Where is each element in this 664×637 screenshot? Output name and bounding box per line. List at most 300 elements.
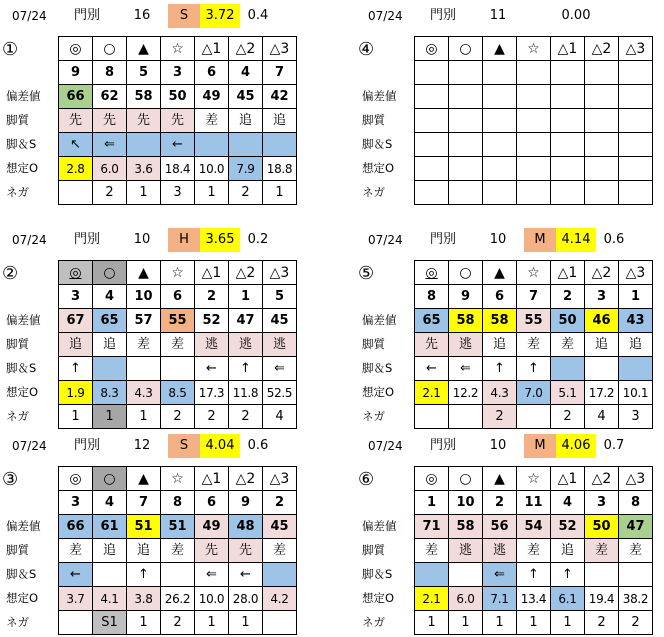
negative-cell (517, 405, 551, 429)
race-venue: 門別 (430, 8, 457, 23)
running-style-cell: 逃 (449, 333, 483, 357)
race-venue: 門別 (74, 8, 101, 23)
row-label-pace: 脚＆S (362, 137, 393, 151)
mark-row (415, 467, 653, 491)
running-style-cell: 追 (127, 539, 161, 563)
row-label-pace: 脚＆S (6, 137, 37, 151)
race-grade: S (168, 434, 200, 458)
mark-cell: △2 (229, 467, 263, 491)
deviation-cell: 66 (59, 515, 93, 539)
pace-cell: ↑ (517, 563, 551, 587)
pace-cell (195, 133, 229, 157)
estimated-odds-cell: 3.8 (127, 587, 161, 611)
negative-cell: 1 (195, 611, 229, 635)
row-label-running-style: 脚質 (6, 337, 29, 351)
row-label-pace: 脚＆S (6, 361, 37, 375)
deviation-cell: 65 (415, 309, 449, 333)
running-style-cell: 先 (195, 539, 229, 563)
horse-number-cell: 6 (161, 285, 195, 309)
pace-cell: ⇐ (195, 563, 229, 587)
row-label-negative: ネガ (362, 185, 385, 199)
estimated-odds-cell (585, 157, 619, 181)
pace-cell (127, 357, 161, 381)
estimated-odds-cell (449, 157, 483, 181)
row-label-deviation: 偏差値 (362, 519, 397, 533)
estimated-odds-cell: 3.7 (59, 587, 93, 611)
negative-cell (449, 405, 483, 429)
horse-number-cell: 8 (161, 491, 195, 515)
runner-count: 16 (133, 8, 151, 23)
horse-number-cell: 2 (483, 491, 517, 515)
horse-number-cell: 6 (195, 491, 229, 515)
row-label-pace: 脚＆S (362, 361, 393, 375)
pace-cell: ↖ (59, 133, 93, 157)
negative-cell (59, 181, 93, 205)
mark-cell: ▲ (127, 467, 161, 491)
negative-cell (59, 611, 93, 635)
running-style-cell: 追 (619, 333, 653, 357)
horse-number-cell: 9 (59, 61, 93, 85)
pace-cell (415, 563, 449, 587)
race-number: ② (2, 263, 19, 284)
pace-cell: ← (59, 563, 93, 587)
running-style-cell: 逃 (195, 333, 229, 357)
race-date: 07/24 (12, 9, 47, 23)
mark-cell: ○ (93, 467, 127, 491)
negative-cell: 1 (195, 181, 229, 205)
horse-number-cell (517, 61, 551, 85)
negative-cell: 1 (229, 611, 263, 635)
race-date: 07/24 (368, 9, 403, 23)
running-style-row (59, 333, 297, 357)
negative-cell: 4 (263, 405, 297, 429)
running-style-cell (517, 109, 551, 133)
negative-row (59, 181, 297, 205)
runner-count: 12 (133, 438, 151, 453)
running-style-cell (551, 109, 585, 133)
estimated-odds-cell: 4.3 (483, 381, 517, 405)
estimated-odds-cell: 1.9 (59, 381, 93, 405)
score-diff: 0.2 (247, 232, 269, 247)
estimated-odds-cell: 4.3 (127, 381, 161, 405)
horse-number-cell: 10 (127, 285, 161, 309)
mark-cell: △2 (585, 37, 619, 61)
race-header (0, 4, 300, 28)
running-style-cell: 追 (93, 333, 127, 357)
row-label-estimated-odds: 想定O (362, 385, 395, 399)
running-style-cell: 差 (619, 539, 653, 563)
estimated-odds-cell: 6.0 (93, 157, 127, 181)
horse-number-cell: 3 (59, 285, 93, 309)
negative-cell: 1 (449, 611, 483, 635)
estimated-odds-cell: 19.4 (585, 587, 619, 611)
pace-cell (127, 133, 161, 157)
running-style-cell (415, 109, 449, 133)
horse-number-cell: 4 (93, 285, 127, 309)
race-header (0, 434, 300, 458)
deviation-cell (449, 85, 483, 109)
pace-cell: ↑ (483, 357, 517, 381)
row-label-running-style: 脚質 (362, 337, 385, 351)
pace-cell (619, 357, 653, 381)
running-style-cell: 差 (551, 333, 585, 357)
mark-cell: △3 (619, 261, 653, 285)
negative-cell (517, 181, 551, 205)
race-score: 4.14 (556, 228, 596, 252)
deviation-cell: 58 (127, 85, 161, 109)
negative-cell (449, 181, 483, 205)
deviation-cell (585, 85, 619, 109)
horse-number-cell: 6 (195, 61, 229, 85)
row-label-estimated-odds: 想定O (6, 385, 39, 399)
negative-cell: 1 (93, 405, 127, 429)
pace-cell (551, 357, 585, 381)
pace-cell: ↑ (229, 357, 263, 381)
deviation-cell: 47 (619, 515, 653, 539)
race-grade: S (168, 4, 200, 28)
negative-cell: 2 (229, 405, 263, 429)
row-label-deviation: 偏差値 (6, 519, 41, 533)
estimated-odds-row (59, 157, 297, 181)
deviation-cell: 71 (415, 515, 449, 539)
horse-number-row (415, 61, 653, 85)
score-diff: 0.6 (247, 438, 269, 453)
running-style-cell (483, 109, 517, 133)
negative-cell: 1 (483, 611, 517, 635)
negative-cell (619, 181, 653, 205)
negative-cell: 2 (585, 611, 619, 635)
mark-cell: △1 (195, 37, 229, 61)
estimated-odds-cell: 11.8 (229, 381, 263, 405)
mark-cell: ◎ (59, 37, 93, 61)
deviation-cell: 50 (551, 309, 585, 333)
estimated-odds-row (415, 381, 653, 405)
pace-cell (229, 133, 263, 157)
running-style-row (59, 539, 297, 563)
mark-cell: ○ (449, 261, 483, 285)
deviation-cell: 55 (161, 309, 195, 333)
running-style-cell: 差 (415, 539, 449, 563)
deviation-cell: 56 (483, 515, 517, 539)
horse-number-cell: 6 (483, 285, 517, 309)
race-panel (356, 228, 664, 428)
pace-cell: ← (415, 357, 449, 381)
deviation-cell (415, 85, 449, 109)
mark-cell: ▲ (483, 467, 517, 491)
row-label-deviation: 偏差値 (6, 313, 41, 327)
running-style-cell: 差 (59, 539, 93, 563)
horse-number-row (59, 61, 297, 85)
race-panel (0, 228, 310, 428)
prediction-table (414, 466, 653, 635)
horse-number-row (59, 491, 297, 515)
deviation-cell: 51 (127, 515, 161, 539)
running-style-cell (619, 109, 653, 133)
horse-number-cell (619, 61, 653, 85)
estimated-odds-cell: 38.2 (619, 587, 653, 611)
row-label-negative: ネガ (362, 409, 385, 423)
horse-number-cell: 4 (229, 61, 263, 85)
race-number: ④ (358, 39, 375, 60)
mark-cell: △3 (263, 37, 297, 61)
running-style-cell: 追 (483, 333, 517, 357)
score-diff (600, 4, 628, 28)
running-style-cell: 追 (585, 333, 619, 357)
mark-cell: △3 (263, 261, 297, 285)
running-style-row (415, 333, 653, 357)
row-label-deviation: 偏差値 (362, 89, 397, 103)
deviation-cell: 45 (229, 85, 263, 109)
estimated-odds-cell: 5.1 (551, 381, 585, 405)
running-style-cell: 追 (551, 539, 585, 563)
negative-cell: 1 (127, 405, 161, 429)
negative-cell (585, 181, 619, 205)
race-date: 07/24 (12, 439, 47, 453)
horse-number-cell: 7 (263, 61, 297, 85)
horse-number-cell: 10 (449, 491, 483, 515)
estimated-odds-cell: 4.1 (93, 587, 127, 611)
race-score: 3.65 (200, 228, 240, 252)
mark-row (59, 467, 297, 491)
row-label-running-style: 脚質 (362, 543, 385, 557)
horse-number-cell: 7 (517, 285, 551, 309)
negative-cell: 1 (127, 181, 161, 205)
pace-cell (263, 563, 297, 587)
estimated-odds-cell: 6.0 (449, 587, 483, 611)
mark-row (415, 261, 653, 285)
pace-cell (585, 357, 619, 381)
estimated-odds-cell: 26.2 (161, 587, 195, 611)
race-score: 3.72 (200, 4, 240, 28)
mark-cell: ☆ (161, 37, 195, 61)
estimated-odds-cell: 13.4 (517, 587, 551, 611)
mark-cell: ☆ (517, 261, 551, 285)
horse-number-cell: 4 (551, 491, 585, 515)
pace-cell (161, 357, 195, 381)
deviation-cell: 45 (263, 309, 297, 333)
deviation-row (415, 309, 653, 333)
mark-cell: ▲ (483, 261, 517, 285)
deviation-cell: 67 (59, 309, 93, 333)
prediction-table (414, 36, 653, 205)
score-diff: 0.4 (247, 8, 269, 23)
negative-cell (415, 405, 449, 429)
pace-row (59, 133, 297, 157)
race-header (356, 434, 656, 458)
deviation-cell: 58 (483, 309, 517, 333)
race-number: ① (2, 39, 19, 60)
deviation-cell: 58 (449, 309, 483, 333)
race-panel (356, 4, 664, 204)
runner-count: 10 (489, 438, 507, 453)
estimated-odds-cell: 10.0 (195, 587, 229, 611)
running-style-cell: 先 (415, 333, 449, 357)
estimated-odds-cell (551, 157, 585, 181)
estimated-odds-cell (517, 157, 551, 181)
race-grade: H (168, 228, 200, 252)
race-panel (356, 434, 664, 634)
row-label-negative: ネガ (6, 185, 29, 199)
horse-number-row (59, 285, 297, 309)
horse-number-cell: 3 (585, 491, 619, 515)
deviation-cell: 62 (93, 85, 127, 109)
pace-cell (93, 357, 127, 381)
row-label-estimated-odds: 想定O (362, 161, 395, 175)
row-label-deviation: 偏差値 (6, 89, 41, 103)
pace-cell: ← (229, 563, 263, 587)
mark-cell: △1 (195, 467, 229, 491)
estimated-odds-cell: 28.0 (229, 587, 263, 611)
pace-cell: ↑ (127, 563, 161, 587)
race-grade (524, 4, 556, 28)
mark-cell: ☆ (161, 467, 195, 491)
horse-number-cell: 9 (229, 491, 263, 515)
pace-cell (585, 563, 619, 587)
deviation-row (415, 85, 653, 109)
mark-cell: △2 (585, 467, 619, 491)
race-venue: 門別 (74, 232, 101, 247)
row-label-pace: 脚＆S (6, 567, 37, 581)
row-label-running-style: 脚質 (6, 113, 29, 127)
mark-row (59, 261, 297, 285)
horse-number-cell: 8 (93, 61, 127, 85)
running-style-cell: 先 (161, 109, 195, 133)
estimated-odds-cell: 10.0 (195, 157, 229, 181)
mark-cell: ▲ (127, 261, 161, 285)
negative-cell: 1 (517, 611, 551, 635)
negative-cell (415, 181, 449, 205)
prediction-table (58, 466, 297, 635)
mark-cell: △2 (229, 37, 263, 61)
negative-cell: 2 (195, 405, 229, 429)
row-label-running-style: 脚質 (6, 543, 29, 557)
running-style-cell: 差 (195, 109, 229, 133)
running-style-cell: 先 (229, 539, 263, 563)
race-number: ③ (2, 469, 19, 490)
prediction-table (414, 260, 653, 429)
pace-cell: ⇐ (483, 563, 517, 587)
row-label-running-style: 脚質 (362, 113, 385, 127)
race-grade: M (524, 228, 556, 252)
row-label-pace: 脚＆S (362, 567, 393, 581)
mark-cell: △1 (551, 467, 585, 491)
pace-row (59, 357, 297, 381)
running-style-cell: 差 (517, 539, 551, 563)
estimated-odds-cell: 18.8 (263, 157, 297, 181)
pace-cell (449, 563, 483, 587)
pace-cell (483, 133, 517, 157)
row-label-estimated-odds: 想定O (362, 591, 395, 605)
pace-cell: ⇐ (93, 133, 127, 157)
deviation-cell: 50 (161, 85, 195, 109)
estimated-odds-row (59, 587, 297, 611)
deviation-cell (483, 85, 517, 109)
pace-cell: ⇐ (263, 357, 297, 381)
horse-number-cell: 3 (59, 491, 93, 515)
mark-cell: △1 (195, 261, 229, 285)
mark-cell: △3 (263, 467, 297, 491)
mark-cell: ☆ (517, 467, 551, 491)
race-number: ⑤ (358, 263, 375, 284)
estimated-odds-cell: 12.2 (449, 381, 483, 405)
estimated-odds-cell: 7.9 (229, 157, 263, 181)
estimated-odds-cell: 52.5 (263, 381, 297, 405)
negative-cell: 1 (59, 405, 93, 429)
pace-cell: ↑ (517, 357, 551, 381)
pace-row (415, 357, 653, 381)
horse-number-cell: 5 (127, 61, 161, 85)
running-style-cell: 差 (161, 539, 195, 563)
race-date: 07/24 (368, 439, 403, 453)
negative-cell: 3 (161, 181, 195, 205)
runner-count: 10 (133, 232, 151, 247)
race-grade: M (524, 434, 556, 458)
mark-cell: △1 (551, 37, 585, 61)
running-style-cell: 差 (517, 333, 551, 357)
horse-number-cell: 2 (263, 491, 297, 515)
estimated-odds-cell: 17.2 (585, 381, 619, 405)
pace-cell (619, 563, 653, 587)
horse-number-cell (585, 61, 619, 85)
negative-cell: 2 (229, 181, 263, 205)
pace-cell (517, 133, 551, 157)
horse-number-cell: 11 (517, 491, 551, 515)
running-style-cell: 先 (93, 109, 127, 133)
mark-cell: ○ (93, 261, 127, 285)
estimated-odds-cell (619, 157, 653, 181)
negative-cell: 1 (127, 611, 161, 635)
race-date: 07/24 (368, 233, 403, 247)
pace-cell (263, 133, 297, 157)
mark-cell: ○ (93, 37, 127, 61)
mark-cell: ◎ (415, 467, 449, 491)
race-panel (0, 4, 310, 204)
negative-cell: 1 (551, 611, 585, 635)
race-venue: 門別 (430, 232, 457, 247)
row-label-estimated-odds: 想定O (6, 591, 39, 605)
running-style-cell: 追 (229, 109, 263, 133)
deviation-row (59, 309, 297, 333)
mark-cell: ☆ (161, 261, 195, 285)
running-style-cell: 差 (585, 539, 619, 563)
pace-cell: ⇐ (449, 357, 483, 381)
deviation-cell: 54 (517, 515, 551, 539)
deviation-cell: 49 (195, 85, 229, 109)
runner-count: 11 (489, 8, 507, 23)
running-style-cell: 逃 (483, 539, 517, 563)
race-date: 07/24 (12, 233, 47, 247)
pace-cell (415, 133, 449, 157)
score-diff: 0.6 (603, 232, 625, 247)
runner-count: 10 (489, 232, 507, 247)
negative-cell: 2 (483, 405, 517, 429)
deviation-row (59, 515, 297, 539)
negative-cell: 2 (619, 611, 653, 635)
deviation-cell: 52 (195, 309, 229, 333)
race-header (356, 228, 656, 252)
pace-cell (619, 133, 653, 157)
horse-number-cell: 5 (263, 285, 297, 309)
estimated-odds-cell (483, 157, 517, 181)
race-score: 0.00 (561, 8, 591, 23)
pace-row (59, 563, 297, 587)
deviation-cell: 58 (449, 515, 483, 539)
race-header (356, 4, 656, 28)
mark-cell: △3 (619, 37, 653, 61)
horse-number-cell (483, 61, 517, 85)
mark-cell: ◎ (415, 261, 449, 285)
pace-row (415, 563, 653, 587)
